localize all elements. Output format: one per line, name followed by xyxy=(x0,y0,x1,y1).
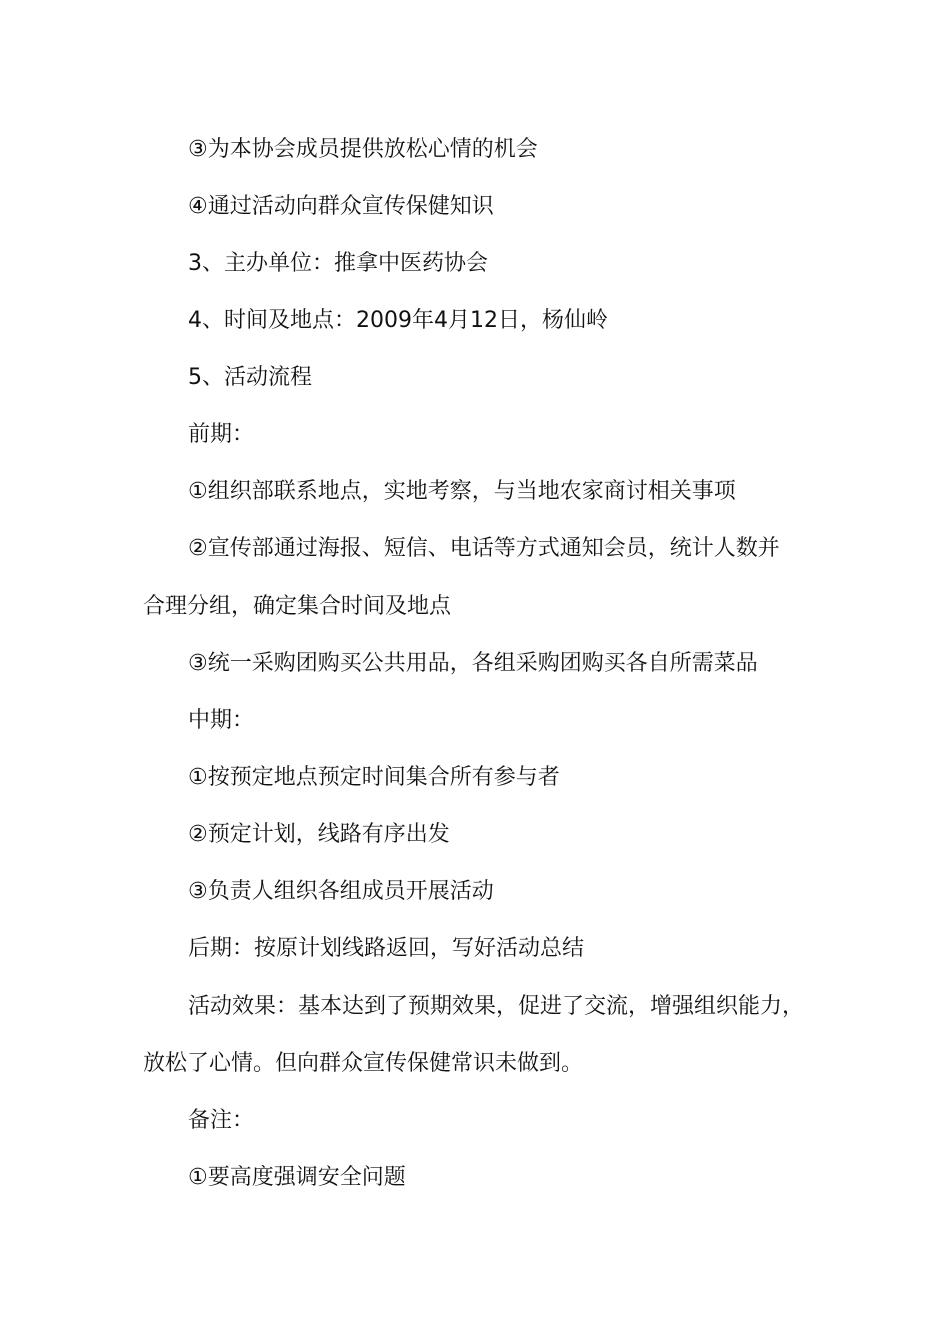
late-stage-line: 后期：按原计划线路返回，写好活动总结 xyxy=(188,936,585,961)
effect-part-2: 放松了心情。但向群众宣传保健常识未做到。 xyxy=(143,1051,584,1076)
process-heading: 5、活动流程 xyxy=(188,365,312,390)
objective-3: ③为本协会成员提供放松心情的机会 xyxy=(188,137,538,162)
objective-4: ④通过活动向群众宣传保健知识 xyxy=(188,194,494,219)
notes-item-1: ①要高度强调安全问题 xyxy=(188,1165,406,1190)
early-item-3: ③统一采购团购买公共用品，各组采购团购买各自所需菜品 xyxy=(188,651,758,676)
notes-heading: 备注： xyxy=(188,1108,255,1133)
mid-item-1: ①按预定地点预定时间集合所有参与者 xyxy=(188,765,560,790)
time-location-line: 4、时间及地点：2009年4月12日，杨仙岭 xyxy=(188,308,608,333)
early-stage-heading: 前期： xyxy=(188,422,255,447)
early-item-2-part-1: ②宣传部通过海报、短信、电话等方式通知会员，统计人数并 xyxy=(188,536,780,561)
mid-stage-heading: 中期： xyxy=(188,708,255,733)
mid-item-2: ②预定计划，线路有序出发 xyxy=(188,822,450,847)
organizer-line: 3、主办单位：推拿中医药协会 xyxy=(188,251,488,276)
mid-item-3: ③负责人组织各组成员开展活动 xyxy=(188,879,494,904)
early-item-1: ①组织部联系地点，实地考察，与当地农家商讨相关事项 xyxy=(188,479,736,504)
effect-part-1: 活动效果：基本达到了预期效果，促进了交流，增强组织能力， xyxy=(188,994,805,1019)
early-item-2-part-2: 合理分组，确定集合时间及地点 xyxy=(143,594,452,619)
